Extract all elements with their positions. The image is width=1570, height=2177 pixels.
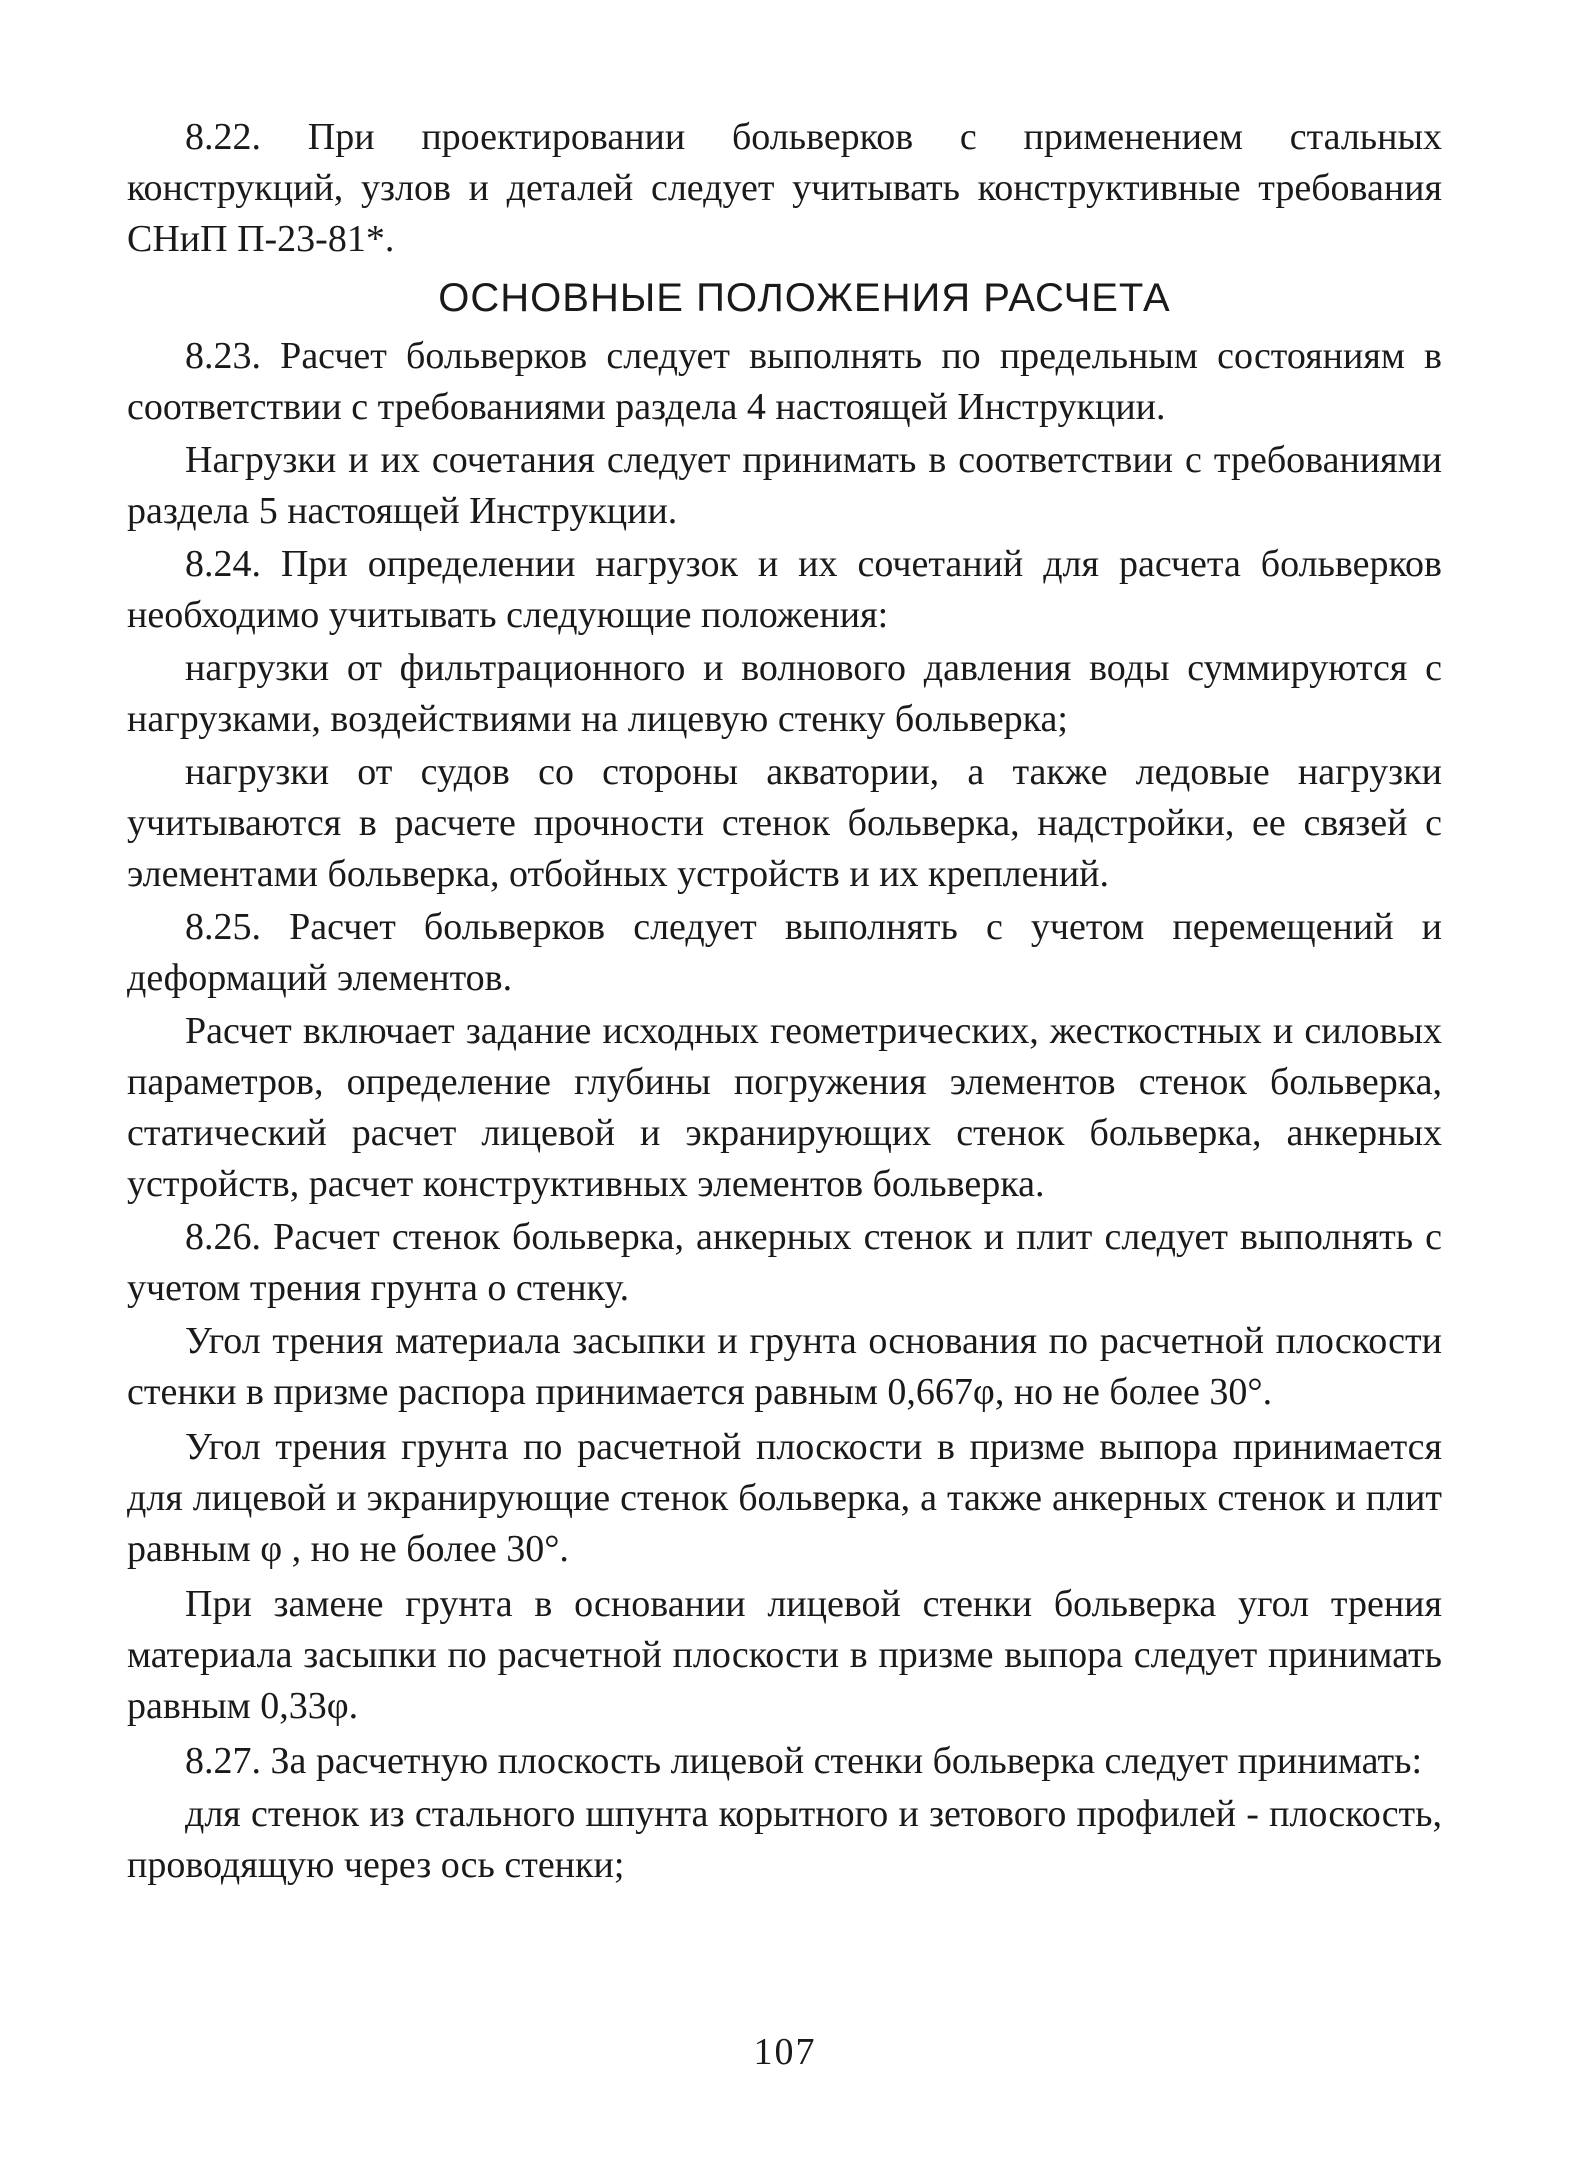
- paragraph-8-25: 8.25. Расчет больверков следует выполнять с учетом перемещений и деформаций элементов.: [127, 906, 1442, 999]
- paragraph-calculation-includes: Расчет включает задание исходных геометрических, жесткостных и силовых параметров, определение глубины погружения элементов стенок больверка, статический расчет лицевой и экранирующих стенок больверка, анкерных устройств, расчет конструктивных элементов больверка.: [127, 1010, 1442, 1205]
- section-heading: ОСНОВНЫЕ ПОЛОЖЕНИЯ РАСЧЕТА: [438, 276, 1171, 320]
- paragraph-8-26: 8.26. Расчет стенок больверка, анкерных стенок и плит следует выполнять с учетом трения грунта о стенку.: [127, 1216, 1442, 1309]
- paragraph-friction-angle-active: Угол трения материала засыпки и грунта основания по расчетной плоскости стенки в призме распора принимается равным 0,667φ, но не более 30°.: [127, 1320, 1442, 1413]
- paragraph-friction-angle-passive: Угол трения грунта по расчетной плоскости в призме выпора принимается для лицевой и экранирующие стенок больверка, а также анкерных стенок и плит равным φ , но не более 30°.: [127, 1426, 1442, 1570]
- paragraph-vessel-loads: нагрузки от судов со стороны акватории, а также ледовые нагрузки учитываются в расчете прочности стенок больверка, надстройки, ее связей с элементами больверка, отбойных устройств и их креплений.: [127, 751, 1442, 895]
- paragraph-8-23: 8.23. Расчет больверков следует выполнять по предельным состояниям в соответствии с требованиями раздела 4 настоящей Инструкции.: [127, 335, 1442, 428]
- page-number: 107: [753, 2031, 817, 2073]
- document-page: [127, 112, 1442, 1893]
- paragraph-8-27: 8.27. За расчетную плоскость лицевой стенки больверка следует принимать:: [185, 1740, 1423, 1782]
- paragraph-sheet-pile-walls: для стенок из стального шпунта корытного и зетового профилей - плоскость, проводящую через ось стенки;: [127, 1793, 1442, 1886]
- paragraph-filtration-loads: нагрузки от фильтрационного и волнового давления воды суммируются с нагрузками, воздействиями на лицевую стенку больверка;: [127, 647, 1442, 740]
- paragraph-loads: Нагрузки и их сочетания следует принимать в соответствии с требованиями раздела 5 настоящей Инструкции.: [127, 439, 1442, 532]
- paragraph-soil-replacement: При замене грунта в основании лицевой стенки больверка угол трения материала засыпки по расчетной плоскости в призме выпора следует принимать равным 0,33φ.: [127, 1583, 1442, 1727]
- paragraph-8-24: 8.24. При определении нагрузок и их сочетаний для расчета больверков необходимо учитывать следующие положения:: [127, 543, 1442, 636]
- paragraph-8-22: 8.22. При проектировании больверков с применением стальных конструкций, узлов и деталей следует учитывать конструктивные требования СНиП П-23-81*.: [127, 116, 1442, 260]
